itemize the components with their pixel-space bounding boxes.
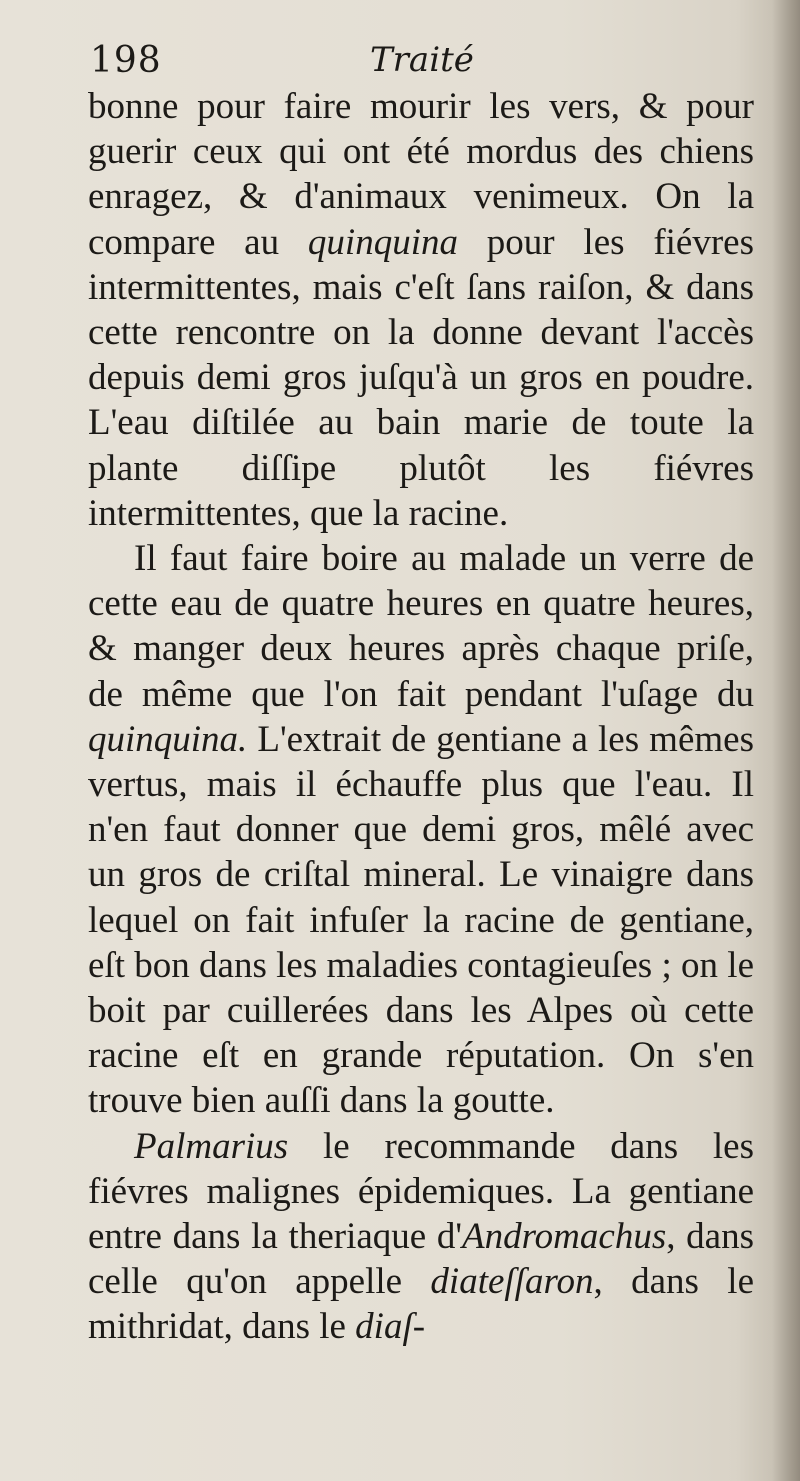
text-run: bonne pour faire mourir les vers, & pour guerir ceux qui ont été mordus des chiens enragez, & d'animaux venimeux. On la compare au [88,86,754,263]
page-edge-shadow [772,0,800,1481]
body-text [88,84,754,1350]
italic-term: quinquina. [88,718,248,760]
italic-term: quinquina [307,221,458,263]
paragraph [88,84,754,536]
italic-term: Andromachus [462,1216,667,1258]
text-run: le recommande dans les fiévres malignes épidemiques. La gentiane entre dans la theriaque d' [88,1125,754,1258]
text-run: pour les fiévres intermittentes, mais c'eſt ſans raiſon, & dans cette rencontre on la donne devant l'accès depuis demi gros juſqu'à un gros en poudre. L'eau diſtilée au bain marie de toute la plante diſſipe plutôt les fiévres intermittentes, que la racine. [88,221,755,534]
italic-term: Palmarius [134,1125,289,1167]
italic-term: diaſ- [355,1306,426,1348]
paragraph [88,1124,754,1350]
italic-term: diateſſaron [430,1261,594,1303]
text-run: , dans celle qu'on appelle [88,1216,754,1303]
paragraph [88,536,754,1124]
running-title: Traité [370,40,474,80]
page-number: 198 [90,40,162,81]
text-run: Il faut faire boire au malade un verre de cette eau de quatre heures en quatre heures, & manger deux heures après chaque priſe, de même que l'on fait pendant l'uſage du [88,538,754,715]
text-run: L'extrait de gentiane a les mêmes vertus, mais il échauffe plus que l'eau. Il n'en faut donner que demi gros, mêlé avec un gros de criſtal mineral. Le vinaigre dans lequel on fait infuſer la racine de gentiane, eſt bon dans les maladies contagieuſes ; on le boit par cuillerées dans les Alpes où cette racine eſt en grande réputation. On s'en trouve bien auſſi dans la goutte. [88,718,754,1122]
text-run: , dans le mithridat, dans le [88,1261,754,1348]
